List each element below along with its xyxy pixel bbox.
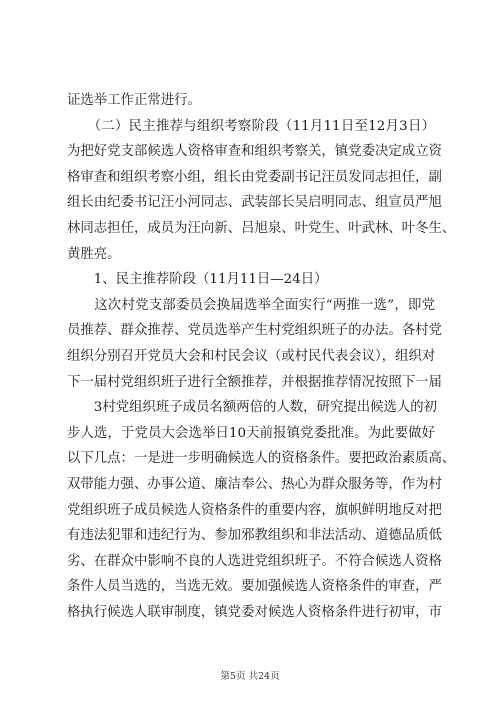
text-line: 这次村党支部委员会换届选举全面实行“两推一选”，即党: [67, 297, 435, 313]
text-line: 黄胜亮。: [67, 246, 121, 262]
text-line: 组织分别召开党员大会和村民会议（或村民代表会议），组织对: [67, 348, 436, 364]
text-line: （二）民主推荐与组织考察阶段（11月11日至12月3日）: [67, 118, 435, 134]
text-line: 1、民主推荐阶段（11月11日—24日）: [67, 272, 328, 288]
text-line: 3村党组织班子成员名额两倍的人数，研究提出候选人的初: [67, 400, 438, 416]
text-line: 员推荐、群众推荐、党员选举产生村党组织班子的办法。各村党: [67, 323, 442, 339]
text-line: 林同志担任，成员为汪向新、吕旭泉、叶党生、叶武林、叶冬生、: [67, 220, 456, 236]
text-line: 证选举工作正常进行。: [67, 93, 201, 108]
page-footer: 第5页 共24页: [220, 671, 280, 682]
text-line: 劣、在群众中影响不良的人选进党组织班子。不符合候选人资格: [67, 553, 442, 569]
text-line: 组长由纪委书记汪小河同志、武装部长吴启明同志、组宣员严旭: [67, 195, 442, 211]
document-body: [67, 88, 456, 625]
text-line: 步人选，于党员大会选举日10天前报镇党委批准。为此要做好: [67, 425, 435, 441]
text-line: 格执行候选人联审制度，镇党委对候选人资格条件进行初审，市: [67, 604, 442, 620]
text-line: 党组织班子成员候选人资格条件的重要内容，旗帜鲜明地反对把: [67, 502, 442, 518]
text-line: 为把好党支部候选人资格审查和组织考察关，镇党委决定成立资: [67, 144, 442, 160]
text-line: 双带能力强、办事公道、廉洁奉公、热心为群众服务等，作为村: [67, 476, 442, 492]
text-line: 有违法犯罪和违纪行为、参加邪教组织和非法活动、道德品质低: [67, 528, 442, 544]
text-line: 下一届村党组织班子进行全额推荐，并根据推荐情况按照下一届: [67, 374, 442, 390]
text-line: 格审查和组织考察小组，组长由党委副书记汪员发同志担任，副: [67, 169, 442, 185]
text-line: 条件人员当选的，当选无效。要加强候选人资格条件的审查，严: [67, 579, 442, 595]
text-line: 以下几点：一是进一步明确候选人的资格条件。要把政治素质高、: [67, 451, 456, 467]
